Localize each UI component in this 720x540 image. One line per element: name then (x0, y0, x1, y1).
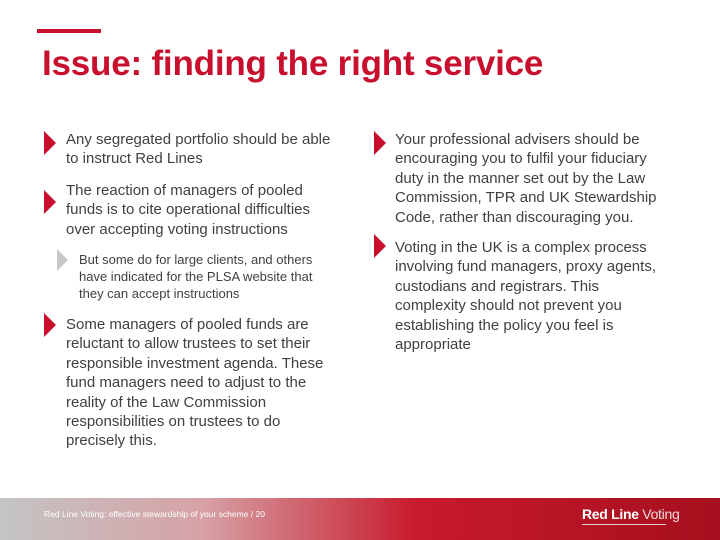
footer-caption: Red Line Voting: effective stewardship of your scheme / 20 (44, 509, 265, 519)
bullet-line: But some do for large clients, and others (79, 252, 313, 267)
slide-title: Issue: finding the right service (42, 44, 544, 83)
brand-underline (582, 524, 666, 525)
left-bullet-1 (66, 130, 330, 169)
bullet-arrow-icon (374, 131, 386, 155)
bullet-line: involving fund managers, proxy agents, (395, 258, 656, 276)
bullet-arrow-icon (44, 131, 56, 155)
right-bullet-2 (395, 238, 656, 354)
bullet-line: Some managers of pooled funds are (66, 316, 309, 333)
bullet-line: over accepting voting instructions (66, 220, 288, 238)
bullet-line: reluctant to allow trustees to set their (66, 335, 311, 353)
left-sub-bullet (79, 251, 312, 303)
title-accent-bar (37, 29, 101, 33)
bullet-line: establishing the policy you feel is (395, 316, 614, 334)
left-bullet-3 (66, 315, 323, 451)
bullet-line: reality of the Law Commission (66, 393, 267, 411)
bullet-line: have indicated for the PLSA website that (79, 269, 313, 285)
bullet-line: Code, rather than discouraging you. (395, 208, 634, 226)
bullet-line: funds is to cite operational difficulties (66, 201, 311, 219)
bullet-line: fund managers need to adjust to the (66, 374, 307, 392)
bullet-line: duty in the manner set out by the Law (395, 169, 646, 187)
bullet-arrow-icon (44, 313, 56, 337)
bullet-line: precisely this. (66, 432, 157, 450)
brand-logo (582, 506, 679, 522)
bullet-line: to instruct Red Lines (66, 150, 203, 168)
bullet-line: custodians and registrars. This (395, 277, 599, 295)
bullet-line: complexity should not prevent you (395, 297, 622, 315)
bullet-line: The reaction of managers of pooled (66, 182, 303, 199)
bullet-line: they can accept instructions (79, 286, 240, 302)
bullet-line: encouraging you to fulfil your fiduciary (395, 150, 647, 168)
brand-logo-light: Voting (638, 506, 680, 522)
sub-bullet-arrow-icon (57, 249, 68, 271)
bullet-line: Any segregated portfolio should be able (66, 131, 331, 148)
bullet-line: appropriate (395, 336, 471, 354)
bullet-arrow-icon (374, 234, 386, 258)
left-bullet-2 (66, 181, 310, 239)
bullet-line: responsible investment agenda. These (66, 354, 324, 372)
bullet-line: responsibilities on trustees to do (66, 413, 281, 431)
brand-logo-bold: Red Line (582, 506, 639, 522)
bullet-line: Commission, TPR and UK Stewardship (395, 189, 657, 207)
bullet-line: Your professional advisers should be (395, 131, 640, 148)
bullet-line: Voting in the UK is a complex process (395, 239, 647, 256)
bullet-arrow-icon (44, 190, 56, 214)
right-bullet-1 (395, 130, 657, 227)
